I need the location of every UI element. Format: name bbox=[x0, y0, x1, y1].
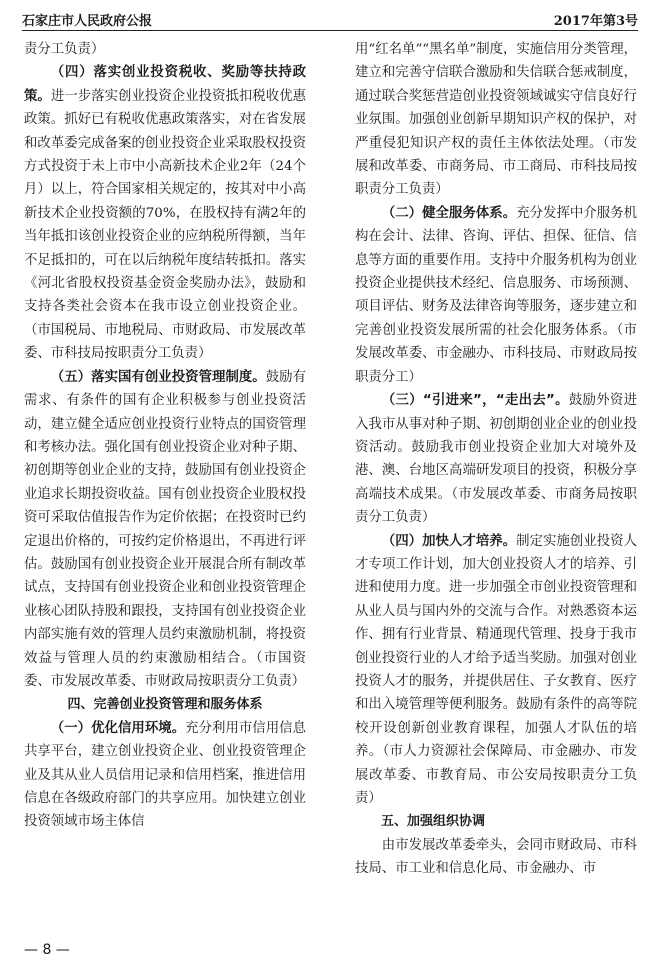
section-heading: 四、完善创业投资管理和服务体系 bbox=[67, 697, 263, 713]
paragraph bbox=[355, 202, 637, 389]
right-column bbox=[355, 38, 637, 881]
paragraph-body: 充分利用市信用信息共享平台，建立创业投资企业、创业投资管理企业及其从业人员信用记录和信用档案，推进信用信息在各级政府部门的共享应用。加快建立创业投资领域市场主体信 bbox=[24, 720, 307, 830]
paragraph bbox=[355, 389, 637, 529]
issue-number: 2017年第3号 bbox=[553, 14, 638, 29]
section-lead: （二）健全服务体系。 bbox=[381, 205, 517, 221]
section-lead: （四）落实创业投资税收、奖励等扶持政策。 bbox=[24, 65, 306, 104]
paragraph-body: 进一步落实创业投资企业投资抵扣税收优惠政策。抓好已有税收优惠政策落实，对在省发展和改革委完成备案的创业投资企业采取股权投资方式投资于未上市中小高新技术企业2年（24个月）以上，符合国家相关规定的，按其对中小高新技术企业投资额的70%，在股权持有满2年的当年抵扣该创业投资企业的应纳税所得额，当年不足抵扣的，可在以后纳税年度结转抵扣。落实《河北省股权投资基金资金奖励办法》，鼓励和支持各类社会资本在我市设立创业投资企业。（市国税局、市地税局、市财政局、市发展改革委、市科技局按职责分工负责） bbox=[24, 88, 307, 362]
paragraph-body: 充分发挥中介服务机构在会计、法律、咨询、评估、担保、征信、信息等方面的重要作用。支持中介服务机构为创业投资企业提供技术经纪、信息服务、市场预测、项目评估、财务及法律咨询等服务，逐步建立和完善创业投资发展所需的社会化服务体系。（市发展改革委、市金融办、市科技局、市财政局按职责分工） bbox=[355, 205, 638, 385]
section-lead: （一）优化信用环境。 bbox=[50, 720, 186, 736]
section-heading: 五、加强组织协调 bbox=[381, 814, 486, 830]
paragraph bbox=[24, 61, 306, 365]
publication-title: 石家庄市人民政府公报 bbox=[22, 14, 153, 29]
paragraph: 责分工负责） bbox=[24, 42, 105, 57]
paragraph-body: 制定实施创业投资人才专项工作计划，加大创业投资人才的培养、引进和使用力度。进一步加强全市创业投资管理和从业人员与国内外的交流与合作。对熟悉资本运作、拥有行业背景、精通现代管理、投身于我市创业投资行业的人才给予适当奖励。加强对创业投资人才的服务，并提供居住、子女教育、医疗和出入境管理等便利服务。鼓励有条件的高等院校开设创新创业教育课程，加强人才队伍的培养。（市人力资源社会保障局、市金融办、市发展改革委、市教育局、市公安局按职责分工负责） bbox=[355, 533, 638, 806]
paragraph-body: 鼓励有需求、有条件的国有企业积极参与创业投资活动，建立健全适应创业投资行业特点的国资管理和考核办法。强化国有创业投资企业对种子期、初创期等创业企业的支持，鼓励国有创业投资企业追求长期投资收益。国有创业投资企业股权投资可采取估值报告作为定价依据；在投资时已约定退出价格的，可按约定价格退出，不再进行评估。鼓励国有创业投资企业开展混合所有制改革试点，支持国有创业投资企业和创业投资管理企业核心团队持股和跟投，支持国有创业投资企业内部实施有效的管理人员约束激励机制，将投资效益与管理人员的约束激励相结合。（市国资委、市发展改革委、市财政局按职责分工负责） bbox=[24, 369, 307, 689]
paragraph: 由市发展改革委牵头，会同市财政局、市科技局、市工业和信息化局、市金融办、市 bbox=[355, 837, 637, 877]
left-column bbox=[24, 38, 306, 834]
section-lead: （三）“引进来”，“走出去”。 bbox=[381, 393, 569, 409]
section-lead: （四）加快人才培养。 bbox=[381, 533, 517, 549]
paragraph bbox=[24, 717, 306, 834]
section-lead: （五）落实国有创业投资管理制度。 bbox=[50, 369, 266, 385]
paragraph-body: 鼓励外资进入我市从事对种子期、初创期创业企业的创业投资活动。鼓励我市创业投资企业加大对境外及港、澳、台地区高端研发项目的投资，积极分享高端技术成果。（市发展改革委、市商务局按职责分工负责） bbox=[355, 393, 638, 526]
paragraph bbox=[24, 366, 306, 694]
page-number: — 8 — bbox=[24, 942, 70, 958]
paragraph: 用“红名单”“黑名单”制度，实施信用分类管理，建立和完善守信联合激励和失信联合惩戒制度，通过联合奖惩营造创业投资领域诚实守信良好行业氛围。加强创业创新早期知识产权的保护，对严重侵犯知识产权的责任主体依法处理。（市发展和改革委、市商务局、市工商局、市科技局按职责分工负责） bbox=[355, 42, 637, 198]
paragraph bbox=[355, 530, 637, 811]
page-header bbox=[22, 8, 638, 31]
